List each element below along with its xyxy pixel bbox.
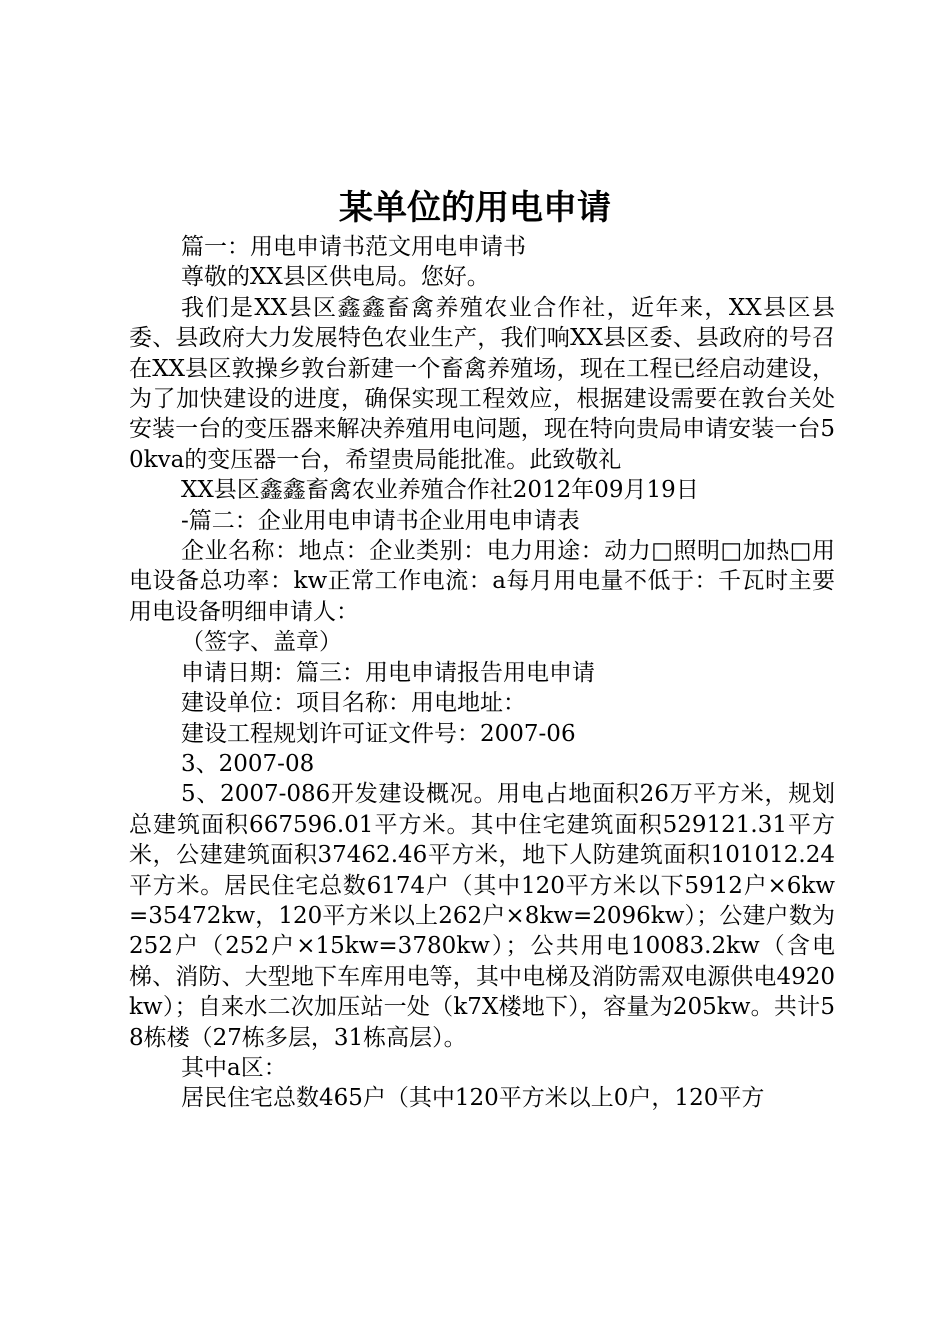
paragraph-3: 我们是XX县区鑫鑫畜禽养殖农业合作社，近年来，XX县区县委、县政府大力发展特色农业生产，我们响XX县区委、县政府的号召在XX县区敦操乡敦台新建一个畜禽养殖场，现在工程已经启动建设，为了加快建设的进度，确保实现工程效应，根据建设需要在敦台关处安装一台的变压器来解决养殖用电问题，现在特向贵局申请安装一台50kva的变压器一台，希望贵局能批准。此致敬礼 (129, 294, 835, 473)
paragraph-8: 申请日期：篇三：用电申请报告用电申请 (181, 659, 595, 686)
paragraph-14: 居民住宅总数465户（其中120平方米以上0户，120平方 (181, 1085, 765, 1112)
document-body (129, 232, 835, 1114)
paragraph-1: 篇一：用电申请书范文用电申请书 (181, 234, 526, 260)
paragraph-4: XX县区鑫鑫畜禽农业养殖合作社2012年09月19日 (181, 477, 699, 504)
paragraph-5: -篇二：企业用电申请书企业用电申请表 (181, 507, 580, 534)
paragraph-12: 5、2007-086开发建设概况。用电占地面积26万平方米，规划总建筑面积667596.01平方米。其中住宅建筑面积529121.31平方米，公建建筑面积37462.46平方米，地下人防建筑面积101012.24平方米。居民住宅总数6174户（其中120平方米以下5912户×6kw=35472kw，120平方米以上262户×8kw=2096kw）；公建户数为252户（252户×15kw=3780kw）；公共用电10083.2kw（含电梯、消防、大型地下车库用电等，其中电梯及消防需双电源供电4920kw）；自来水二次加压站一处（k7X楼地下），容量为205kw。共计58栋楼（27栋多层，31栋高层）。 (129, 781, 835, 1051)
paragraph-2: 尊敬的XX县区供电局。您好。 (181, 264, 490, 291)
paragraph-9: 建设单位：项目名称：用电地址： (181, 690, 526, 717)
document-title: 某单位的用电申请 (339, 188, 611, 228)
paragraph-13: 其中a区： (181, 1054, 287, 1081)
paragraph-10: 建设工程规划许可证文件号：2007-06 (181, 720, 576, 747)
paragraph-7: （签字、盖章） (181, 629, 342, 656)
paragraph-11: 3、2007-08 (181, 750, 315, 777)
paragraph-6: 企业名称：地点：企业类别：电力用途：动力□照明□加热□用电设备总功率：kw正常工作电流：a每月用电量不低于：千瓦时主要用电设备明细申请人： (129, 538, 835, 625)
